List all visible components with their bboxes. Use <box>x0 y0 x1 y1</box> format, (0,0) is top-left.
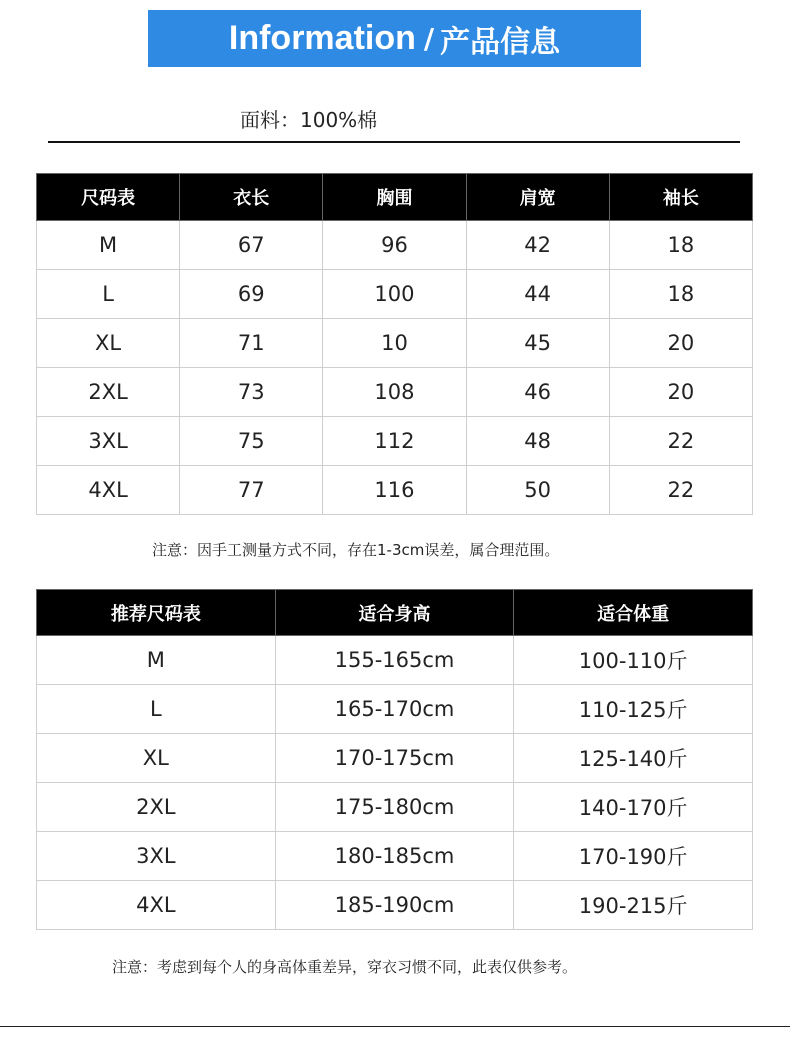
table-cell: 185-190cm <box>275 881 514 930</box>
table-row <box>37 270 753 319</box>
table-cell: 10 <box>323 319 466 368</box>
table-cell: 45 <box>466 319 609 368</box>
table-cell: 100-110斤 <box>514 636 753 685</box>
column-header: 适合体重 <box>514 590 753 636</box>
table-cell: 3XL <box>37 417 180 466</box>
table-cell: 3XL <box>37 832 276 881</box>
table-cell: 108 <box>323 368 466 417</box>
table-cell: 22 <box>609 417 752 466</box>
table-cell: 116 <box>323 466 466 515</box>
table-cell: XL <box>37 319 180 368</box>
table-cell: 170-175cm <box>275 734 514 783</box>
measurement-note: 注意：因手工测量方式不同，存在1-3cm误差，属合理范围。 <box>152 541 560 559</box>
table-cell: 50 <box>466 466 609 515</box>
column-header: 肩宽 <box>466 174 609 221</box>
table-row <box>37 466 753 515</box>
table-row <box>37 881 753 930</box>
table-cell: 140-170斤 <box>514 783 753 832</box>
table-cell: 4XL <box>37 881 276 930</box>
column-header: 尺码表 <box>37 174 180 221</box>
table-row <box>37 319 753 368</box>
table-cell: 75 <box>180 417 323 466</box>
table-cell: 96 <box>323 221 466 270</box>
title-banner <box>148 10 641 67</box>
table-cell: M <box>37 636 276 685</box>
size-chart-table <box>36 173 753 515</box>
bottom-divider <box>0 1026 790 1027</box>
material-divider <box>48 141 740 143</box>
column-header: 适合身高 <box>275 590 514 636</box>
table-cell: 42 <box>466 221 609 270</box>
table-row <box>37 417 753 466</box>
banner-title-cn: 产品信息 <box>440 24 561 60</box>
table-cell: 125-140斤 <box>514 734 753 783</box>
table-cell: 20 <box>609 368 752 417</box>
table-cell: 112 <box>323 417 466 466</box>
column-header: 胸围 <box>323 174 466 221</box>
table-cell: 46 <box>466 368 609 417</box>
table-cell: 155-165cm <box>275 636 514 685</box>
table-cell: L <box>37 270 180 319</box>
table-cell: 100 <box>323 270 466 319</box>
table-cell: 175-180cm <box>275 783 514 832</box>
table-cell: XL <box>37 734 276 783</box>
column-header: 推荐尺码表 <box>37 590 276 636</box>
table-row <box>37 832 753 881</box>
column-header: 衣长 <box>180 174 323 221</box>
table-cell: 165-170cm <box>275 685 514 734</box>
table-cell: 2XL <box>37 368 180 417</box>
table-cell: 77 <box>180 466 323 515</box>
column-header: 袖长 <box>609 174 752 221</box>
table-row <box>37 368 753 417</box>
table-cell: L <box>37 685 276 734</box>
material-info: 面料：100%棉 <box>240 108 378 132</box>
banner-title-en: Information <box>228 19 416 57</box>
table-cell: 190-215斤 <box>514 881 753 930</box>
table-cell: 18 <box>609 221 752 270</box>
table-cell: 48 <box>466 417 609 466</box>
table-cell: 180-185cm <box>275 832 514 881</box>
table-cell: 69 <box>180 270 323 319</box>
table-row <box>37 685 753 734</box>
table-row <box>37 783 753 832</box>
size-chart-header-row <box>37 174 753 221</box>
table-cell: 18 <box>609 270 752 319</box>
table-cell: 110-125斤 <box>514 685 753 734</box>
table-cell: 170-190斤 <box>514 832 753 881</box>
table-cell: 71 <box>180 319 323 368</box>
table-row <box>37 221 753 270</box>
table-row <box>37 636 753 685</box>
table-cell: 44 <box>466 270 609 319</box>
table-row <box>37 734 753 783</box>
table-cell: 2XL <box>37 783 276 832</box>
table-cell: 67 <box>180 221 323 270</box>
table-cell: 4XL <box>37 466 180 515</box>
table-cell: 73 <box>180 368 323 417</box>
table-cell: 22 <box>609 466 752 515</box>
recommended-size-table <box>36 589 753 930</box>
recommend-header-row <box>37 590 753 636</box>
recommendation-note: 注意：考虑到每个人的身高体重差异，穿衣习惯不同，此表仅供参考。 <box>112 958 578 976</box>
table-cell: 20 <box>609 319 752 368</box>
banner-separator: / <box>423 22 435 55</box>
table-cell: M <box>37 221 180 270</box>
